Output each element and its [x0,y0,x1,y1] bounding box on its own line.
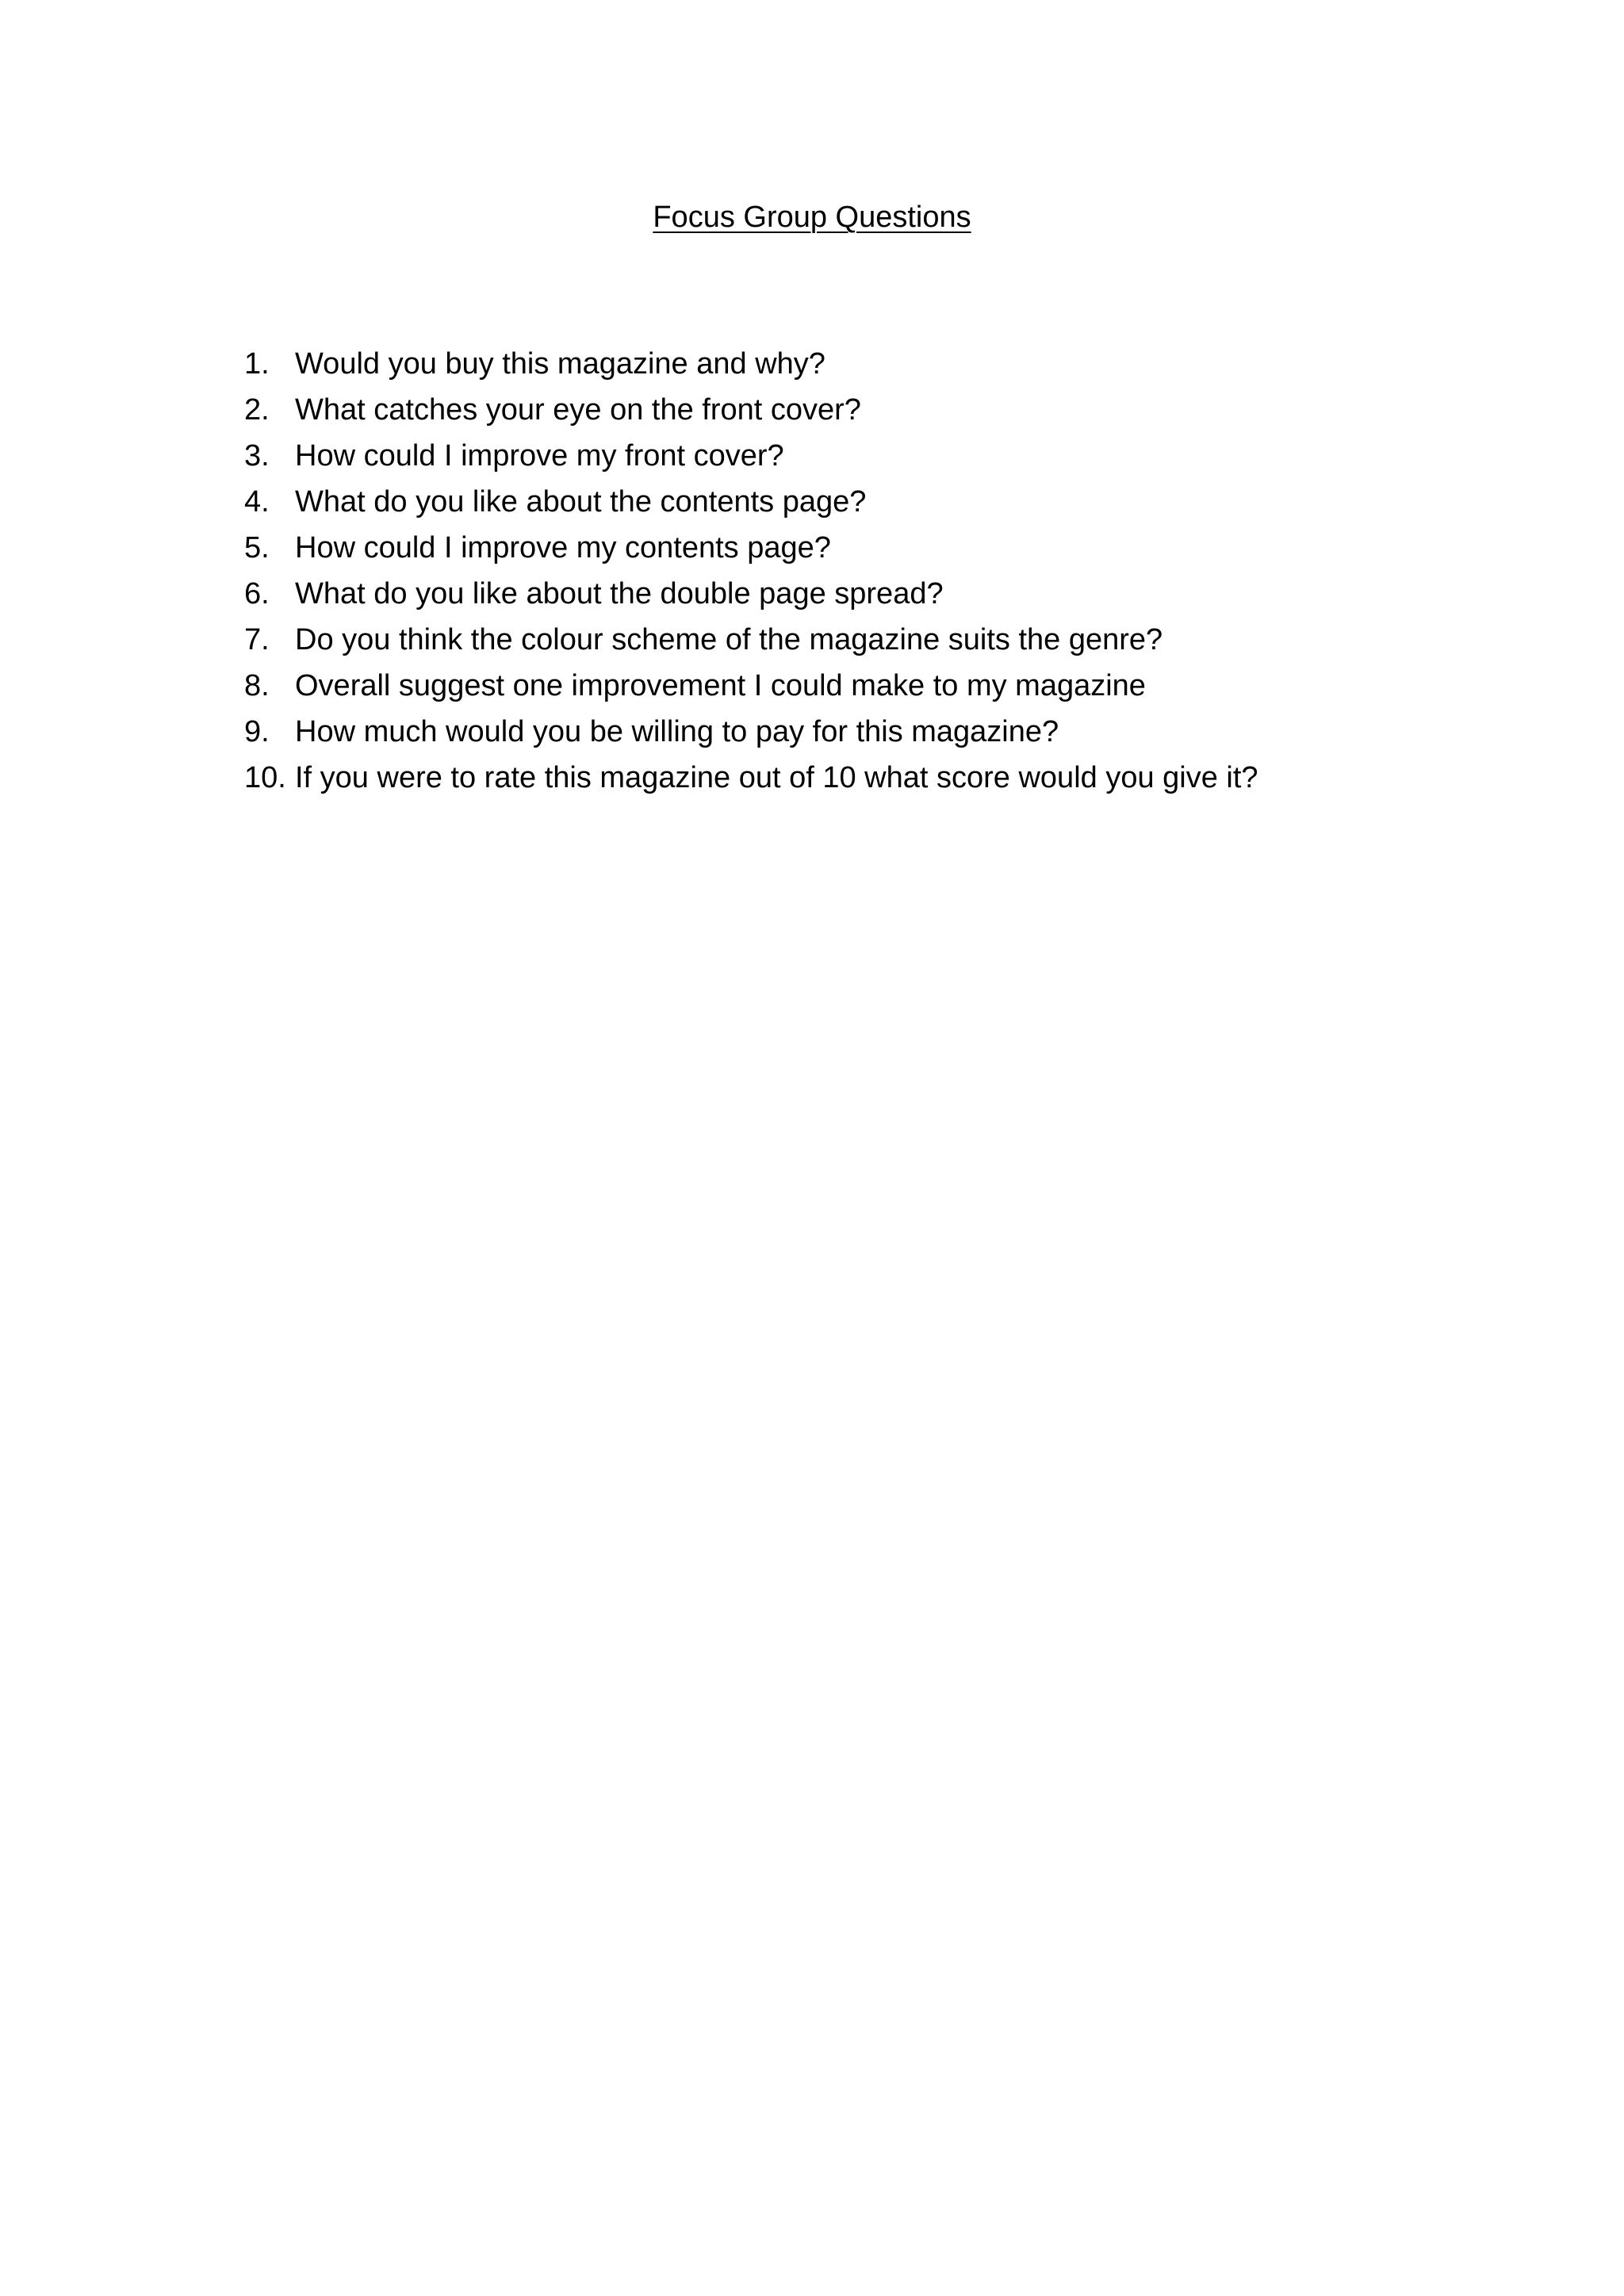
question-text: How could I improve my contents page? [295,531,831,564]
question-number: 7. [244,623,270,656]
question-number: 2. [244,393,270,427]
list-item [244,433,1258,479]
list-item [244,663,1258,709]
page-title [0,195,1624,239]
question-text: How much would you be willing to pay for this magazine? [295,715,1059,748]
question-number: 10. [244,761,286,794]
question-text: How could I improve my front cover? [295,439,784,473]
question-number: 8. [244,669,270,702]
list-item [244,617,1258,663]
list-item [244,525,1258,571]
question-text: If you were to rate this magazine out of 10 what score would you give it? [295,761,1258,794]
list-item [244,571,1258,617]
question-text: What do you like about the double page spread? [295,577,944,610]
question-number: 9. [244,715,270,748]
question-number: 6. [244,577,270,610]
question-text: Would you buy this magazine and why? [295,347,825,381]
question-text: Do you think the colour scheme of the magazine suits the genre? [295,623,1163,656]
list-item [244,755,1258,801]
list-item [244,341,1258,387]
list-item [244,479,1258,525]
question-text: Overall suggest one improvement I could make to my magazine [295,669,1146,702]
list-item [244,709,1258,755]
page-title-text: Focus Group Questions [653,201,971,234]
question-number: 1. [244,347,270,381]
question-number: 5. [244,531,270,564]
question-text: What do you like about the contents page? [295,485,867,519]
question-list [244,341,1258,801]
question-number: 4. [244,485,270,519]
question-text: What catches your eye on the front cover? [295,393,861,427]
question-number: 3. [244,439,270,473]
list-item [244,387,1258,433]
